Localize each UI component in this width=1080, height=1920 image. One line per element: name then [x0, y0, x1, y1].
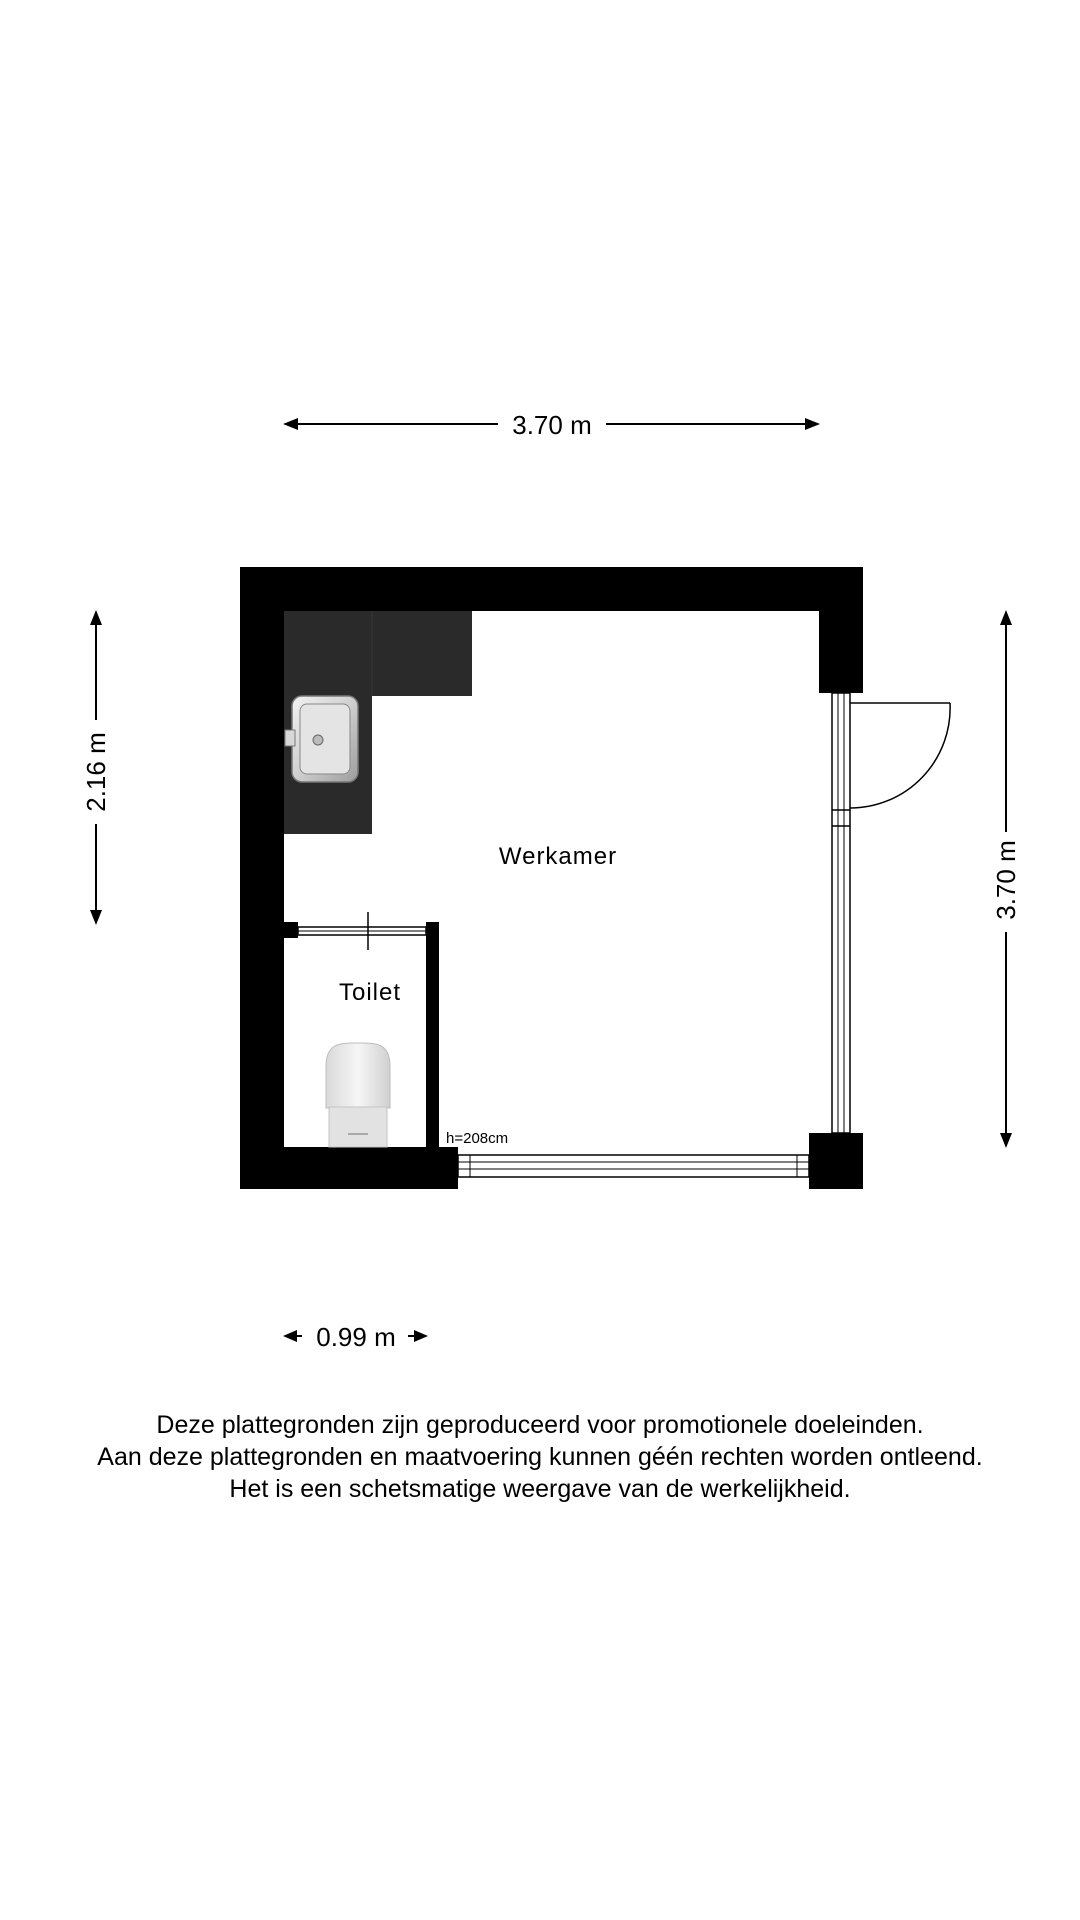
window-right — [832, 693, 850, 1133]
arrowhead-up-icon — [90, 610, 102, 625]
disclaimer-line-2: Aan deze plattegronden en maatvoering kunnen géén rechten worden ontleend. — [97, 1443, 983, 1471]
arrowhead-right-icon — [414, 1330, 428, 1342]
dimension-right — [991, 610, 1021, 1148]
arrowhead-left-icon — [283, 1330, 297, 1342]
disclaimer — [0, 1409, 1080, 1505]
dimension-bottom — [283, 1322, 428, 1352]
dimension-right-label: 3.70 m — [991, 840, 1021, 920]
arrowhead-up-icon — [1000, 610, 1012, 625]
toilet-icon — [326, 1043, 390, 1147]
kitchen-sink-icon — [285, 696, 358, 782]
disclaimer-line-3: Het is een schetsmatige weergave van de werkelijkheid. — [229, 1475, 851, 1503]
dimension-top — [283, 410, 820, 440]
dimension-bottom-label: 0.99 m — [316, 1322, 396, 1352]
dimension-top-label: 3.70 m — [512, 410, 592, 440]
arrowhead-right-icon — [805, 418, 820, 430]
ceiling-height-label: h=208cm — [446, 1130, 509, 1147]
room-label-toilet: Toilet — [338, 979, 402, 1006]
door-swing-icon — [850, 703, 950, 808]
room-label-werkamer: Werkamer — [498, 843, 618, 870]
disclaimer-line-1: Deze plattegronden zijn geproduceerd voor promotionele doeleinden. — [156, 1411, 924, 1439]
dimension-left-label: 2.16 m — [81, 732, 111, 812]
arrowhead-down-icon — [1000, 1133, 1012, 1148]
arrowhead-down-icon — [90, 910, 102, 925]
arrowhead-left-icon — [283, 418, 298, 430]
window-bottom — [458, 1155, 809, 1177]
dimension-left — [81, 610, 111, 925]
toilet-door — [298, 912, 426, 950]
